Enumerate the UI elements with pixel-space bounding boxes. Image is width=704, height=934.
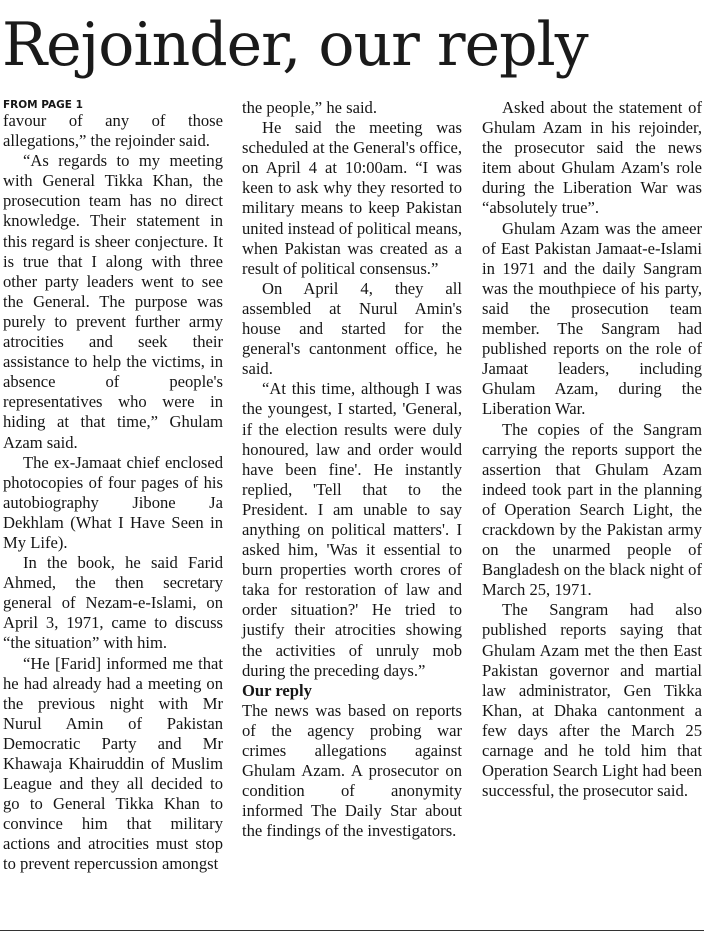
- paragraph: He said the meeting was scheduled at the General's office, on April 4 at 10:00am. “I was keen to ask why they resorted to military means to keep Pakistan united instead of political means, when Pakistan was created as a result of political consensus.”: [242, 118, 462, 278]
- paragraph: the people,” he said.: [242, 98, 378, 117]
- paragraph: The copies of the Sangram carrying the reports support the assertion that Ghulam Azam indeed took part in the planning of Operation Search Light, the crackdown by the Pakistan army on the unarmed people of Bangladesh on the black night of March 25, 1971.: [482, 419, 702, 600]
- kicker-from-page-1: FROM PAGE 1: [3, 99, 83, 111]
- paragraph: “He [Farid] informed me that he had already had a meeting on the previous night with Mr Nurul Amin of Pakistan Democratic Party and Mr Khawaja Khairuddin of Muslim League and they all decided to go to General Tikka Khan to convince him that military actions and atrocities must stop to prevent repercussion amongst: [3, 653, 223, 874]
- column-1: [3, 98, 223, 875]
- paragraph: Asked about the statement of Ghulam Azam in his rejoinder, the prosecutor said the news item about Ghulam Azam's role during the Liberation War was “absolutely true”.: [482, 98, 702, 218]
- paragraph: On April 4, they all assembled at Nurul Amin's house and started for the general's cantonment office, he said.: [242, 278, 462, 379]
- paragraph: “As regards to my meeting with General Tikka Khan, the prosecution team has no direct knowledge. Their statement in this regard is sheer conjecture. It is true that I along with three other party leaders went to see the General. The purpose was purely to prevent further army atrocities and seek their assistance to help the victims, in absence of people's representatives who were in hiding at that time,” Ghulam Azam said.: [3, 151, 223, 452]
- column-3: [482, 98, 702, 801]
- paragraph: Ghulam Azam was the ameer of East Pakistan Jamaat-e-Islami in 1971 and the daily Sangram was the mouthpiece of his party, said the prosecution team member. The Sangram had published reports on the role of Jamaat leaders, including Ghulam Azam, during the Liberation War.: [482, 218, 702, 419]
- paragraph: “At this time, although I was the youngest, I started, 'General, if the election results were duly honoured, law and order would have been fine'. He instantly replied, 'Tell that to the President. I am unable to say anything on political matters'. I asked him, 'Was it essential to burn properties worth crores of taka for restoration of law and order situation?' He tried to justify their atrocities showing the activities of unruly mob during the preceding days.”: [242, 379, 462, 680]
- paragraph: In the book, he said Farid Ahmed, the then secretary general of Nezam-e-Islami, on April 3, 1971, came to discuss “the situation” with him.: [3, 553, 223, 653]
- paragraph: favour of any of those allegations,” the rejoinder said.: [3, 111, 223, 151]
- paragraph: The news was based on reports of the agency probing war crimes allegations against Ghulam Azam. A prosecutor on condition of anonymity informed The Daily Star about the findings of the investigators.: [242, 700, 462, 841]
- headline: Rejoinder, our reply: [2, 10, 588, 80]
- column-1-paragraphs: [3, 111, 223, 875]
- paragraph: The Sangram had also published reports saying that Ghulam Azam met the then East Pakistan governor and martial law administrator, Gen Tikka Khan, at Dhaka cantonment a few days after the March 25 carnage and he told him that Operation Search Light had been successful, the prosecutor said.: [482, 600, 702, 801]
- column-2: [242, 98, 462, 841]
- paragraph: The ex-Jamaat chief enclosed photocopies of four pages of his autobiography Jibone Ja Dekhlam (What I Have Seen in My Life).: [3, 452, 223, 552]
- subheading-our-reply: Our reply: [242, 680, 312, 700]
- column-2-paragraphs-after-subhead: [242, 701, 462, 842]
- column-2-paragraphs: [242, 98, 462, 681]
- column-3-paragraphs: [482, 98, 702, 801]
- bottom-rule: [0, 930, 704, 931]
